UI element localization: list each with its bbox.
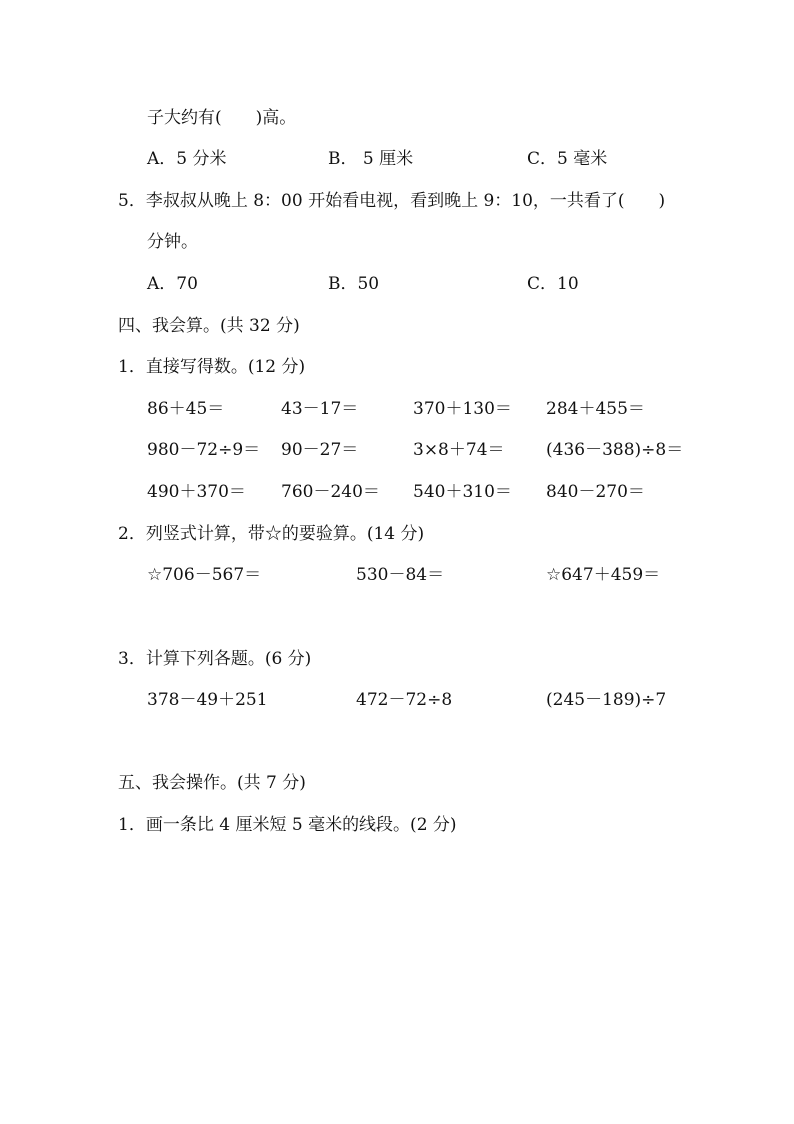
q4-continuation: 子大约有( )高。 [147, 108, 297, 128]
mixed-calc-item: 472－72÷8 [356, 690, 453, 710]
q5-option-a: A．70 [147, 274, 198, 294]
vertical-calc-item: ☆647＋459＝ [546, 565, 661, 585]
q4-option-b: B． 5 厘米 [328, 149, 414, 169]
s4-q1-title: 1．直接写得数。(12 分) [118, 357, 306, 377]
q5-option-c: C．10 [527, 274, 579, 294]
oral-calc-item: 760－240＝ [281, 482, 380, 502]
q5-option-b: B．50 [328, 274, 380, 294]
oral-calc-item: 90－27＝ [281, 440, 359, 460]
oral-calc-item: 3×8＋74＝ [413, 440, 505, 460]
section-5-title: 五、我会操作。(共 7 分) [118, 773, 306, 793]
section-4-title: 四、我会算。(共 32 分) [118, 316, 300, 336]
q5-continuation: 分钟。 [147, 232, 198, 252]
oral-calc-item: 540＋310＝ [413, 482, 512, 502]
oral-calc-item: 980－72÷9＝ [147, 440, 261, 460]
q4-option-a: A．5 分米 [147, 149, 227, 169]
s4-q2-title: 2．列竖式计算，带☆的要验算。(14 分) [118, 524, 425, 544]
oral-calc-item: 284＋455＝ [546, 399, 645, 419]
q4-option-c: C．5 毫米 [527, 149, 608, 169]
oral-calc-item: 370＋130＝ [413, 399, 512, 419]
q5-stem: 5．李叔叔从晚上 8：00 开始看电视，看到晚上 9：10，一共看了( ) [118, 191, 666, 211]
oral-calc-item: 840－270＝ [546, 482, 645, 502]
vertical-calc-item: ☆706－567＝ [147, 565, 262, 585]
oral-calc-item: (436－388)÷8＝ [546, 440, 684, 460]
s5-q1-title: 1．画一条比 4 厘米短 5 毫米的线段。(2 分) [118, 815, 457, 835]
s4-q3-title: 3．计算下列各题。(6 分) [118, 649, 312, 669]
mixed-calc-item: (245－189)÷7 [546, 690, 667, 710]
oral-calc-item: 43－17＝ [281, 399, 359, 419]
vertical-calc-item: 530－84＝ [356, 565, 445, 585]
oral-calc-item: 490＋370＝ [147, 482, 246, 502]
oral-calc-item: 86＋45＝ [147, 399, 225, 419]
mixed-calc-item: 378－49＋251 [147, 690, 268, 710]
